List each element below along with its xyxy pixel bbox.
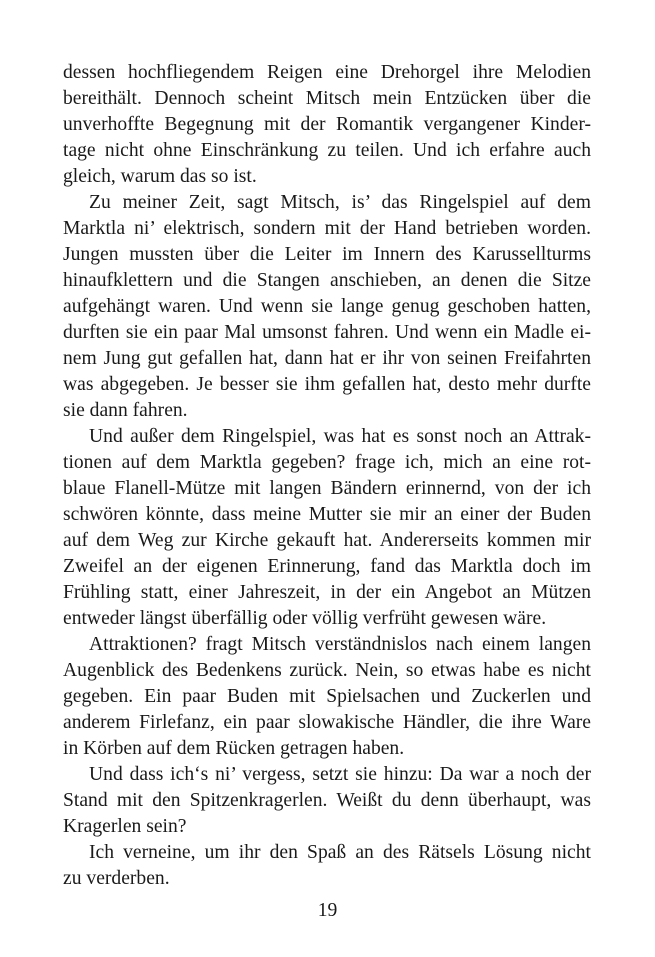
- page-number: 19: [317, 900, 338, 921]
- text-line: Kragerlen sein?: [63, 816, 187, 837]
- text-line: entweder längst überfällig oder völlig verfrüht gewesen wäre.: [63, 608, 547, 629]
- text-line: gegeben. Ein paar Buden mit Spielsachen und Zuckerlen und: [63, 686, 591, 707]
- text-line: Zu meiner Zeit, sagt Mitsch, is’ das Ringelspiel auf dem: [89, 192, 591, 213]
- text-line: Jungen mussten über die Leiter im Innern des Karussellturms: [63, 244, 591, 265]
- text-line: Frühling statt, einer Jahreszeit, in der ein Angebot an Mützen: [63, 582, 591, 603]
- text-line: Attraktionen? fragt Mitsch verständnislos nach einem langen: [89, 634, 591, 655]
- text-line: gleich, warum das so ist.: [63, 166, 257, 187]
- text-line: tionen auf dem Marktla gegeben? frage ich, mich an eine rot-: [63, 452, 591, 473]
- text-line: schwören könnte, dass meine Mutter sie mir an einer der Buden: [63, 504, 591, 525]
- text-line: zu verderben.: [63, 868, 170, 889]
- text-line: nem Jung gut gefallen hat, dann hat er ihr von seinen Freifahrten: [63, 348, 591, 369]
- text-line: bereithält. Dennoch scheint Mitsch mein Entzücken über die: [63, 88, 591, 109]
- text-line: sie dann fahren.: [63, 400, 188, 421]
- text-line: Zweifel an der eigenen Erinnerung, fand das Marktla doch im: [63, 556, 591, 577]
- text-line: auf dem Weg zur Kirche gekauft hat. Andererseits kommen mir: [63, 530, 591, 551]
- text-line: aufgehängt waren. Und wenn sie lange genug geschoben hatten,: [63, 296, 591, 317]
- text-line: durften sie ein paar Mal umsonst fahren. Und wenn ein Madle ei-: [63, 322, 591, 343]
- text-line: hinaufklettern und die Stangen anschieben, an denen die Sitze: [63, 270, 591, 291]
- text-line: Und dass ich‘s ni’ vergess, setzt sie hinzu: Da war a noch der: [89, 764, 591, 785]
- text-line: blaue Flanell-Mütze mit langen Bändern erinnernd, von der ich: [63, 478, 591, 499]
- text-line: in Körben auf dem Rücken getragen haben.: [63, 738, 405, 759]
- text-line: Augenblick des Bedenkens zurück. Nein, so etwas habe es nicht: [63, 660, 591, 681]
- text-line: anderem Firlefanz, ein paar slowakische Händler, die ihre Ware: [63, 712, 591, 733]
- text-line: tage nicht ohne Einschränkung zu teilen. Und ich erfahre auch: [63, 140, 591, 161]
- text-line: dessen hochfliegendem Reigen eine Drehorgel ihre Melodien: [63, 62, 591, 83]
- text-line: Und außer dem Ringelspiel, was hat es sonst noch an Attrak-: [89, 426, 591, 447]
- text-line: unverhoffte Begegnung mit der Romantik vergangener Kinder-: [63, 114, 591, 135]
- text-line: Marktla ni’ elektrisch, sondern mit der Hand betrieben worden.: [63, 218, 591, 239]
- text-line: Stand mit den Spitzenkragerlen. Weißt du denn überhaupt, was: [63, 790, 591, 811]
- text-line: Ich verneine, um ihr den Spaß an des Rätsels Lösung nicht: [89, 842, 591, 863]
- text-line: was abgegeben. Je besser sie ihm gefallen hat, desto mehr durfte: [63, 374, 591, 395]
